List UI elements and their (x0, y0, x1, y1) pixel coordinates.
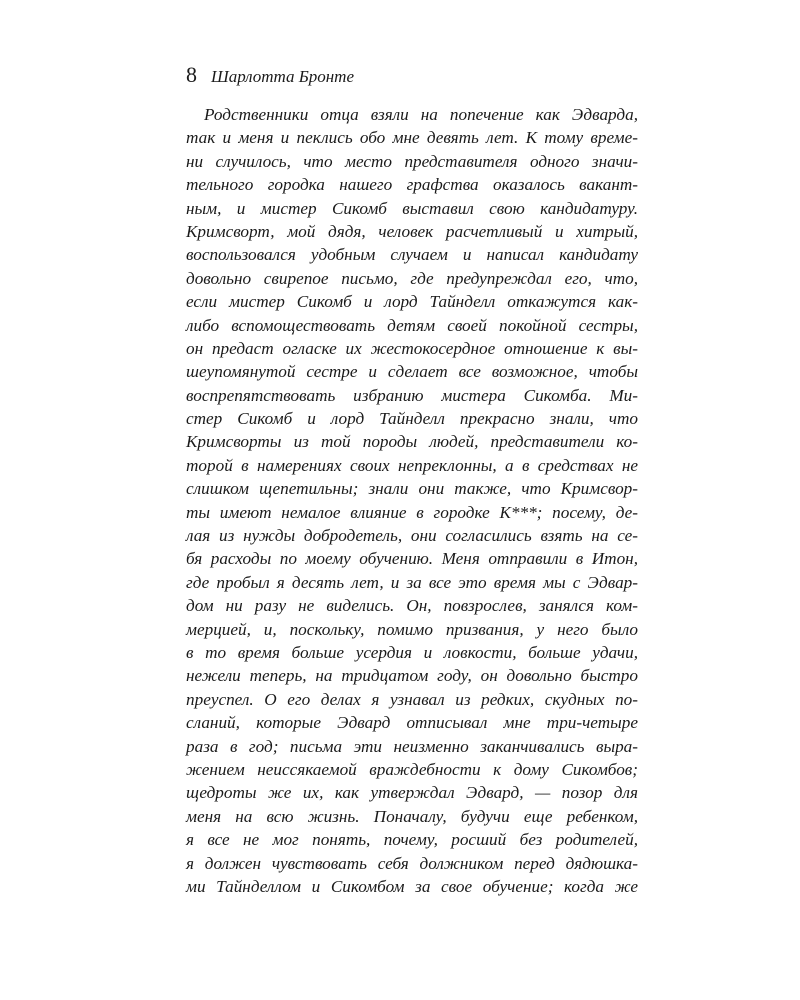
text-line: раза в год; письма эти неизменно заканчивались выра- (186, 736, 638, 756)
text-line: если мистер Сикомб и лорд Тайнделл откажутся как- (186, 292, 638, 312)
text-line: щедроты же их, как утверждал Эдвард, — позор для (186, 783, 638, 803)
text-line: Кримсворт, мой дядя, человек расчетливый и хитрый, (186, 221, 638, 241)
text-line: ми Тайнделлом и Сикомбом за свое обучение; когда же (186, 876, 638, 896)
text-line: так и меня и пеклись обо мне девять лет. К тому време- (186, 128, 638, 148)
text-line: бя расходы по моему обучению. Меня отправили в Итон, (186, 549, 638, 569)
text-line: воспользовался удобным случаем и написал кандидату (186, 245, 638, 265)
text-line: он предаст огласке их жестокосердное отношение к вы- (186, 338, 638, 358)
text-line: жением неиссякаемой враждебности к дому Сикомбов; (186, 759, 638, 779)
text-line: в то время больше усердия и ловкости, больше удачи, (186, 642, 638, 662)
text-line: довольно свирепое письмо, где предупреждал его, что, (186, 268, 638, 288)
text-line: торой в намерениях своих непреклонны, а в средствах не (186, 455, 638, 475)
text-line: воспрепятствовать избранию мистера Сикомба. Ми- (186, 385, 638, 405)
text-line: мерцией, и, поскольку, помимо призвания, у него было (186, 619, 638, 639)
text-line: тельного городка нашего графства оказалось вакант- (186, 175, 638, 195)
text-line: нежели теперь, на тридцатом году, он довольно быстро (186, 666, 638, 686)
text-line: ни случилось, что место представителя одного значи- (186, 151, 638, 171)
running-head (186, 60, 354, 90)
text-line: стер Сикомб и лорд Тайнделл прекрасно знали, что (186, 409, 638, 429)
text-line: меня на всю жизнь. Поначалу, будучи еще ребенком, (186, 806, 638, 826)
text-line: преуспел. О его делах я узнавал из редких, скудных по- (186, 689, 638, 709)
text-line: ным, и мистер Сикомб выставил свою кандидатуру. (186, 198, 638, 218)
page-number: 8 (186, 62, 197, 87)
text-line: Родственники отца взяли на попечение как Эдварда, (204, 105, 638, 124)
text-line: ты имеют немалое влияние в городке К***; посему, де- (186, 502, 638, 522)
text-line: сланий, которые Эдвард отписывал мне три-четыре (186, 713, 638, 733)
text-line: дом ни разу не виделись. Он, повзрослев, занялся ком- (186, 596, 638, 616)
text-line: Кримсворты из той породы людей, представители ко- (186, 432, 638, 452)
text-line: я все не мог понять, почему, росший без родителей, (186, 830, 638, 850)
text-line: либо вспомоществовать детям своей покойной сестры, (186, 315, 638, 335)
text-line: лая из нужды добродетель, они согласились взять на се- (186, 526, 638, 546)
body-text (186, 103, 638, 898)
text-line: слишком щепетильны; знали они также, что Кримсвор- (186, 479, 638, 499)
book-author: Шарлотта Бронте (211, 67, 354, 86)
text-line: шеупомянутой сестре и сделает все возможное, чтобы (186, 362, 638, 382)
text-line: где пробыл я десять лет, и за все это время мы с Эдвар- (186, 572, 638, 592)
text-line: я должен чувствовать себя должником перед дядюшка- (186, 853, 638, 873)
